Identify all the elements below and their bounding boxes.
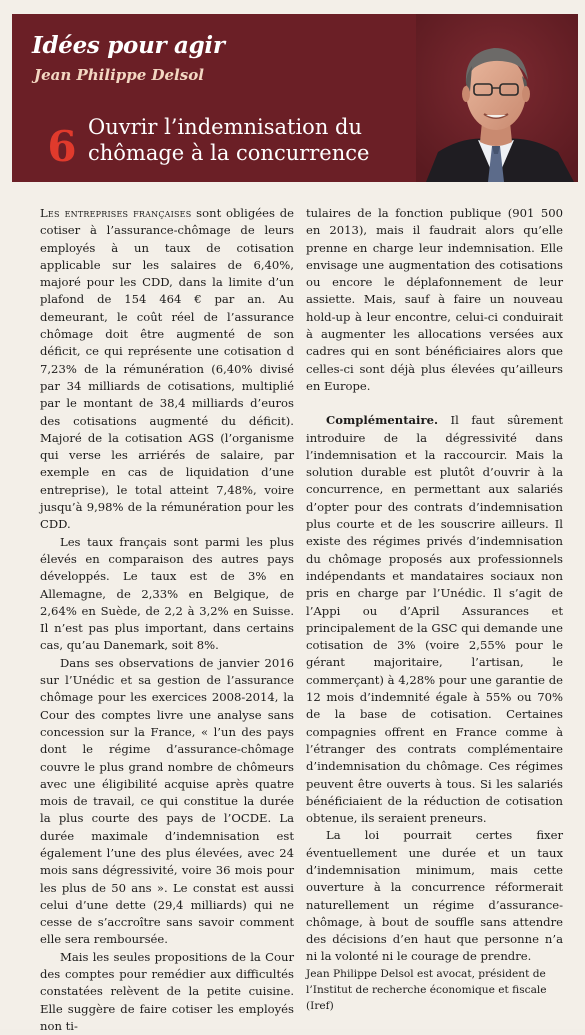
article-paragraph: Les taux français sont parmi les plus élevés en comparaison des autres pays développés. Le taux est de 3% en Allemagne, de 2,33% en Belgique, de 2,64% en Suède, de 2,2 à 3,2% en Suisse. Il n’est pas plus important, dans certains cas, qu’au Danemark, soit 8%. bbox=[40, 534, 294, 653]
headline-line-2: chômage à la concurrence bbox=[88, 141, 370, 165]
paragraph-text: Il faut sûrement introduire de la dégressivité dans l’indemnisation et la raccourcir. Mais la solution durable est plutôt d’ouvrir à la concurrence, en permettant aux salariés d’opter pour des contrats d’indemnisation plus courte et de les souscrire ailleurs. Il existe des régimes privés d’indemnisation du chômage proposés aux professionnels indépendants et mandataires sociaux non pris en charge par l’Unédic. Il s’agit de l’Appi ou d’April Assurances et principalement de la GSC qui demande une cotisation de 3% (voire 2,55% pour le gérant majoritaire, l’artisan, le commerçant) à 4,28% pour une garantie de 12 mois d’indemnité égale à 55% ou 70% de la base de cotisation. Certaines compagnies offrent en France comme à l’étranger des contrats complémentaire d’indemnisation du chômage. Ces régimes peuvent être ouverts à tous. Si les salariés bénéficiaient de la réduction de cotisation obtenue, ils seraient preneurs. bbox=[306, 413, 563, 826]
headline bbox=[88, 114, 428, 166]
article-paragraph bbox=[306, 412, 563, 827]
author-bio: Jean Philippe Delsol est avocat, président de l’Institut de recherche économique et fiscale (Iref) bbox=[306, 967, 547, 1012]
article-paragraph: La loi pourrait certes fixer éventuellement une durée et un taux d’indemnisation minimum, mais cette ouverture à la concurrence réformerait naturellement un régime d’assurance-chômage, à bout de souffle sans attendre des décisions d’en haut que personne n’a ni la volonté ni le courage de prendre. bbox=[306, 828, 563, 964]
series-title: Idées pour agir bbox=[32, 32, 225, 59]
paragraph-text: sont obligées de cotiser à l’assurance-chômage de leurs employés à un taux de cotisation applicable sur les salaires de 6,40%, majoré pour les CDD, dans la limite d’un plafond de 154 464 € par an. Au demeurant, le coût réel de l’assurance chômage doit être augmenté de son déficit, ce qui représente une cotisation d 7,23% de la rémunération (6,40% divisé par 34 milliards de cotisations, multiplié par le montant de 38,4 milliards d’euros des cotisations augmenté du déficit). Majoré de la cotisation AGS (l’organisme qui verse les arriérés de salaire, par exemple en cas de liquidation d’une entreprise), le total atteint 7,48%, voire jusqu’à 9,98% de la rémunération pour les CDD. bbox=[40, 206, 294, 532]
headline-line-1: Ouvrir l’indemnisation du bbox=[88, 115, 362, 139]
header-banner bbox=[12, 14, 578, 182]
article-paragraph: tulaires de la fonction publique (901 500 en 2013), mais il faudrait alors qu’elle prenne en charge leur indemnisation. Elle envisage une augmentation des cotisations ou encore le déplafonnement de leur assiette. Mais, sauf à faire un nouveau hold-up à leur encontre, celui-ci conduirait à augmenter les allocations versées aux cadres qui en sont bénéficiaires alors que celles-ci sont déjà plus élevées qu’ailleurs en Europe. bbox=[306, 206, 563, 393]
article-number: 6 bbox=[47, 122, 77, 171]
article-paragraph: Dans ses observations de janvier 2016 sur l’Unédic et sa gestion de l’assurance chômage pour les exercices 2008-2014, la Cour des comptes livre une analyse sans concession sur la France, « l’un des pays dont le régime d’assurance-chômage couvre le plus grand nombre de chômeurs avec une éligibilité acquise après quatre mois de travail, ce qui constitue la durée la plus courte des pays de l’OCDE. La durée maximale d’indemnisation est également l’une des plus élevées, avec 24 mois sans dégressivité, voire 36 mois pour les plus de 50 ans ». Le constat est aussi celui d’une dette (29,4 milliards) qui ne cesse de s’accroître sans savoir comment elle sera remboursée. bbox=[40, 655, 294, 947]
section-lead: Complémentaire. bbox=[326, 413, 438, 428]
article-column-left bbox=[40, 205, 294, 1035]
article-paragraph: Mais les seules propositions de la Cour des comptes pour remédier aux difficultés constatées relèvent de la petite cuisine. Elle suggère de faire cotiser les employés non ti- bbox=[40, 949, 294, 1033]
article-column-right bbox=[306, 205, 563, 1014]
author-name: Jean Philippe Delsol bbox=[34, 66, 204, 84]
author-portrait bbox=[416, 14, 578, 182]
article-paragraph bbox=[40, 205, 294, 534]
lead-in: Les entreprises françaises bbox=[40, 206, 192, 220]
